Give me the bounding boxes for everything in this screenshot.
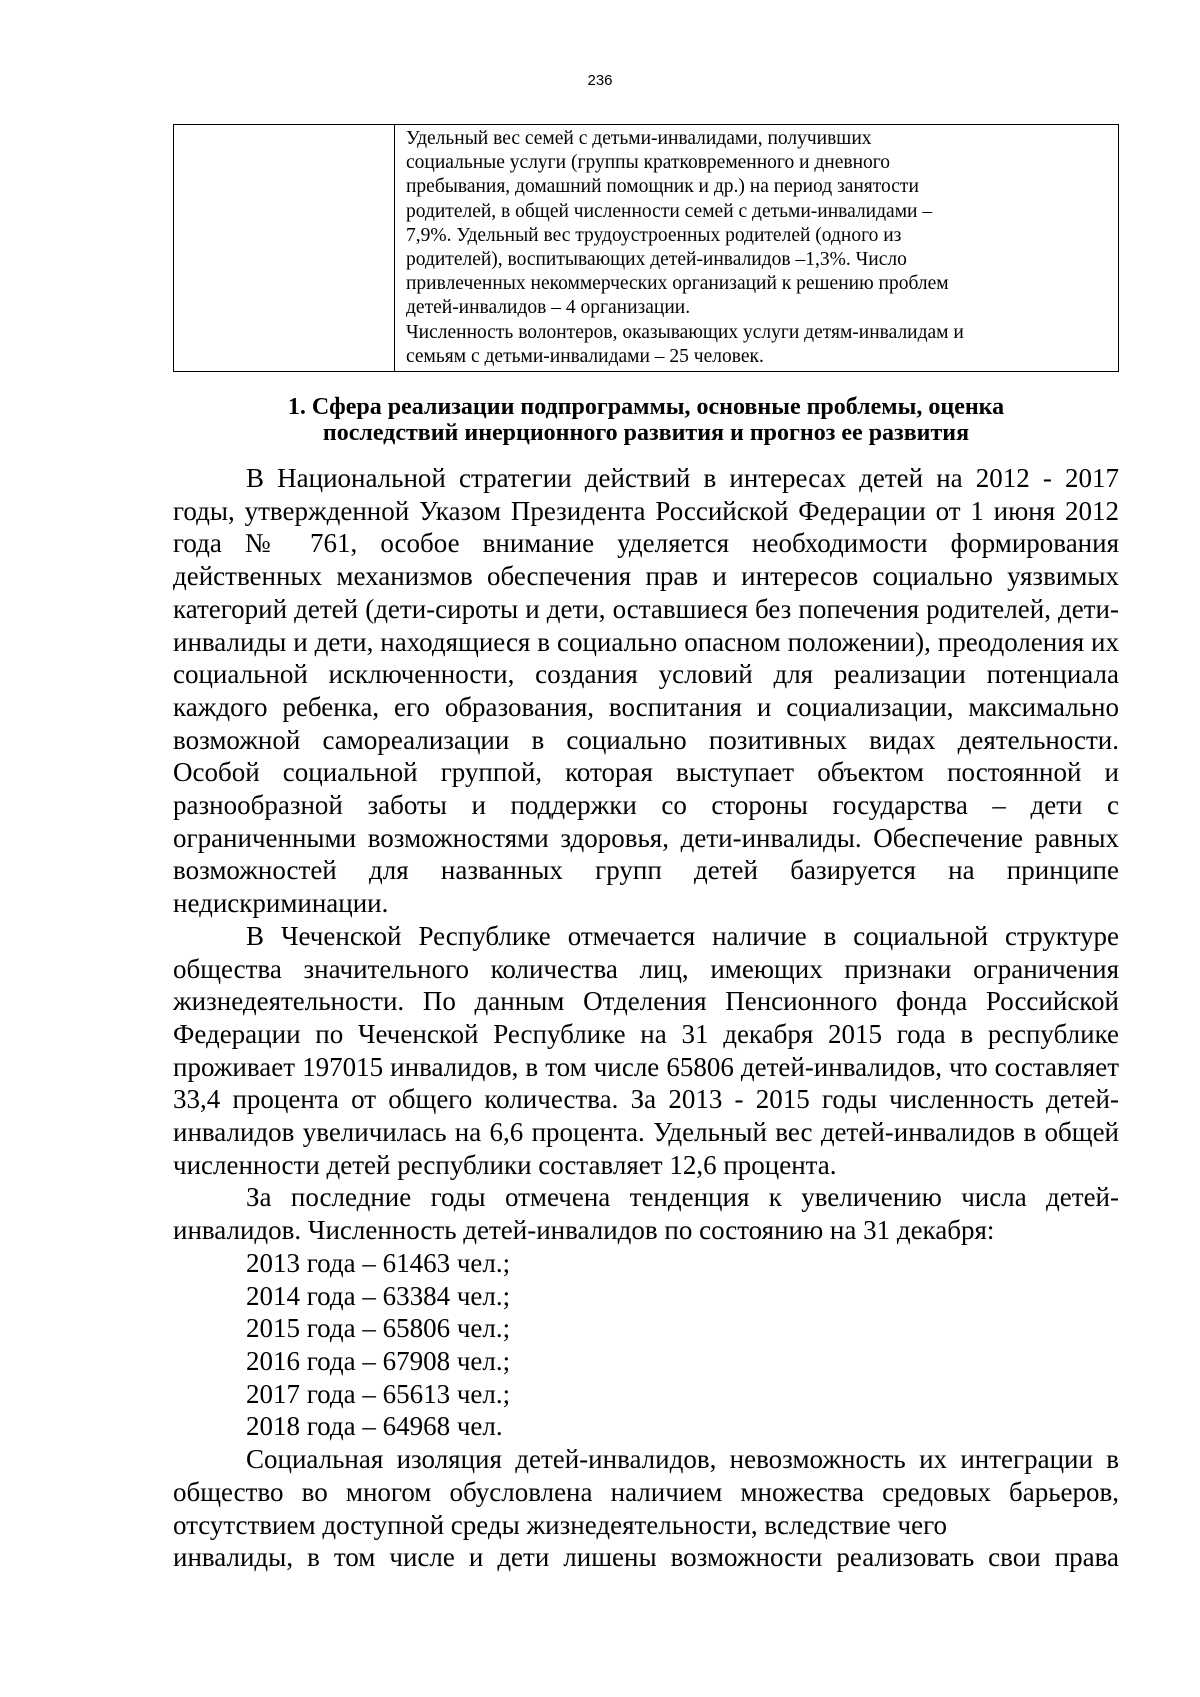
paragraph: В Национальной стратегии действий в интересах детей на 2012 - 2017 годы, утвержденной Указом Президента Российской Федерации от 1 июня 2012 года № 761, особое внимание уделяется необходимости формирования действенных механизмов обеспечения прав и интересов социально уязвимых категорий детей (дети-сироты и дети, оставшиеся без попечения родителей, дети-инвалиды и дети, находящиеся в социально опасном положении), преодоления их социальной исключенности, создания условий для реализации потенциала каждого ребенка, его образования, воспитания и социализации, максимально возможной самореализации в социально позитивных видах деятельности. Особой социальной группой, которая выступает объектом постоянной и разнообразной заботы и поддержки со стороны государства – дети с ограниченными возможностями здоровья, дети-инвалиды. Обеспечение равных возможностей для названных групп детей базируется на принципе недискриминации. <box>173 463 1119 919</box>
indicators-table <box>173 124 1119 372</box>
list-item: 2015 года – 65806 чел.; <box>246 1313 511 1344</box>
section-heading-line: последствий инерционного развития и прогноз ее развития <box>322 420 970 446</box>
section-heading <box>173 394 1119 446</box>
section-heading-line: 1. Сфера реализации подпрограммы, основные проблемы, оценка <box>287 394 1005 420</box>
table-cell-line: 7,9%. Удельный вес трудоустроенных родителей (одного из <box>406 224 902 246</box>
table-cell-line: родителей), воспитывающих детей-инвалидов –1,3%. Число <box>406 249 907 271</box>
list-item: 2014 года – 63384 чел.; <box>246 1280 511 1311</box>
list-item: 2018 года – 64968 чел. <box>246 1411 503 1442</box>
list-item: 2017 года – 65613 чел.; <box>246 1378 511 1409</box>
table-cell-line: социальные услуги (группы кратковременного и дневного <box>406 152 891 174</box>
paragraph-continuation: инвалиды, в том числе и дети лишены возможности реализовать свои права <box>173 1542 1119 1573</box>
list-item: 2013 года – 61463 чел.; <box>246 1247 511 1278</box>
table-cell-line: Численность волонтеров, оказывающих услуги детям-инвалидам и <box>406 321 964 343</box>
table-cell-line: семьям с детьми-инвалидами – 25 человек. <box>406 345 764 367</box>
page-number: 236 <box>587 72 613 89</box>
table-cell-indicators <box>395 125 1119 372</box>
table-cell-line: детей-инвалидов – 4 организации. <box>406 297 691 319</box>
table-cell-line: привлеченных некоммерческих организаций к решению проблем <box>406 273 949 295</box>
paragraph: В Чеченской Республике отмечается наличие в социальной структуре общества значительного количества лиц, имеющих признаки ограничения жизнедеятельности. По данным Отделения Пенсионного фонда Российской Федерации по Чеченской Республике на 31 декабря 2015 года в республике проживает 197015 инвалидов, в том числе 65806 детей-инвалидов, что составляет 33,4 процента от общего количества. За 2013 - 2015 годы численность детей-инвалидов увеличилась на 6,6 процента. Удельный вес детей-инвалидов в общей численности детей республики составляет 12,6 процента. <box>173 920 1119 1180</box>
table-row <box>174 125 1119 372</box>
paragraph: Социальная изоляция детей-инвалидов, невозможность их интеграции в общество во многом обусловлена наличием множества средовых барьеров, отсутствием доступной среды жизнедеятельности, вследствие чего <box>173 1444 1119 1540</box>
statistics-list <box>173 1247 1119 1443</box>
table-cell-line: родителей, в общей численности семей с детьми-инвалидами – <box>406 200 933 222</box>
list-item: 2016 года – 67908 чел.; <box>246 1345 511 1376</box>
table-cell-line: Удельный вес семей с детьми-инвалидами, получивших <box>406 128 872 149</box>
table-cell-line: пребывания, домашний помощник и др.) на период занятости <box>406 176 919 198</box>
body-text <box>173 462 1119 1574</box>
paragraph: За последние годы отмечена тенденция к увеличению числа детей-инвалидов. Численность детей-инвалидов по состоянию на 31 декабря: <box>173 1182 1119 1246</box>
table-cell-empty <box>174 125 395 372</box>
